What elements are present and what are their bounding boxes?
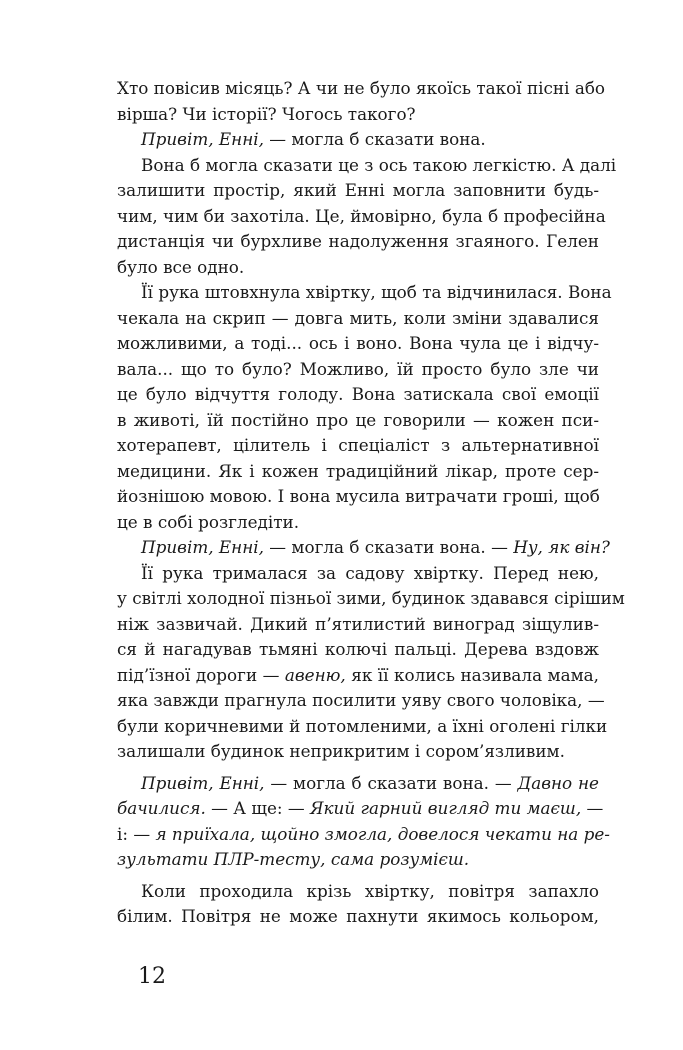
text-line — [117, 484, 599, 510]
text-span: були коричневими й потомленими, а їхні оголені гілки — [117, 715, 608, 736]
text-line — [117, 612, 599, 638]
text-line — [117, 76, 606, 102]
text-line — [117, 178, 599, 204]
text-line — [117, 714, 608, 740]
text-span: можливими, а тоді... ось і воно. Вона чула це і відчу- — [117, 333, 599, 353]
text-span: ся й нагадував тьмяні колючі пальці. Дерева вздовж — [117, 639, 599, 659]
text-span: як її колись називала мама, — [345, 664, 600, 685]
text-line — [117, 408, 599, 434]
text-line — [117, 535, 610, 561]
italic-span: авеню, — [284, 664, 346, 685]
text-span: хотерапевт, цілитель і спеціаліст з альтернативної — [117, 435, 599, 455]
text-span: Її рука штовхнула хвіртку, щоб та відчинилася. Вона — [141, 282, 612, 302]
text-span: залишали будинок неприкритим і сором’язливим. — [117, 741, 565, 761]
text-line — [117, 771, 599, 797]
text-span: — могла б сказати вона. — [263, 129, 486, 149]
text-span: — могла б сказати вона. — — [264, 772, 518, 793]
text-span: і: — — [117, 823, 156, 844]
text-span: це було відчуття голоду. Вона затискала свої емоції — [117, 384, 599, 404]
text-line — [117, 280, 612, 306]
text-span: йознішою мовою. І вона мусила витрачати гроші, щоб — [117, 486, 600, 506]
text-line — [117, 561, 599, 587]
text-line — [117, 739, 599, 765]
text-span: яка завжди прагнула посилити уяву свого чоловіка, — — [117, 690, 605, 710]
text-span: білим. Повітря не може пахнути якимось кольором, — [117, 906, 599, 926]
text-span: — А ще: — — [205, 798, 310, 818]
text-span: Хто повісив місяць? А чи не було якоїсь такої пісні або — [117, 78, 606, 98]
text-line — [117, 796, 604, 822]
text-line — [117, 688, 605, 714]
italic-span: Який гарний вигляд ти маєш, — [309, 798, 582, 818]
text-line — [117, 204, 606, 230]
text-line — [117, 306, 599, 332]
text-span: ніж зазвичай. Дикий п’ятилистий виноград зіщулив- — [117, 613, 599, 634]
text-line — [117, 904, 599, 930]
italic-span: Привіт, Енні, — [141, 537, 264, 557]
page-number: 12 — [138, 964, 166, 989]
text-line — [117, 255, 599, 281]
italic-span: зультати ПЛР-тесту, сама розумієш. — [117, 849, 470, 869]
text-span: чекала на скрип — довга мить, коли зміни здавалися — [117, 307, 599, 328]
text-span: вірша? Чи історії? Чогось такого? — [117, 103, 416, 124]
text-line — [117, 510, 599, 536]
text-span: у світлі холодної пізньої зими, будинок здавався сірішим — [117, 588, 625, 608]
text-span: це в собі розгледіти. — [117, 511, 300, 532]
text-line — [117, 229, 599, 255]
text-span: Коли проходила крізь хвіртку, повітря запахло — [141, 880, 599, 901]
text-line — [117, 357, 599, 383]
text-line — [117, 847, 599, 873]
text-span: — — [581, 798, 604, 818]
text-line — [117, 637, 599, 663]
italic-span: Привіт, Енні, — [141, 772, 265, 793]
text-span: медицини. Як і кожен традиційний лікар, проте сер- — [117, 460, 599, 481]
italic-span: Ну, як він? — [513, 537, 610, 557]
text-span: вала... що то було? Можливо, їй просто було зле чи — [117, 358, 599, 379]
text-span: під’їзної дороги — — [117, 664, 285, 685]
italic-span: Привіт, Енні, — [141, 129, 264, 149]
text-line — [117, 879, 599, 905]
text-span: дистанція чи бурхливе надолуження згаяного. Гелен — [117, 231, 599, 251]
italic-span: я приїхала, щойно змогла, довелося чекати на ре- — [155, 823, 610, 844]
text-line — [117, 331, 599, 357]
text-line — [117, 127, 599, 153]
italic-span: Давно не — [517, 772, 599, 793]
text-span: в животі, їй постійно про це говорили — кожен пси- — [117, 409, 599, 430]
text-line — [117, 459, 599, 485]
text-span: Її рука трималася за садову хвіртку. Перед нею, — [141, 562, 599, 583]
text-line — [117, 663, 599, 689]
text-span: Вона б могла сказати це з ось такою легкістю. А далі — [141, 154, 617, 175]
text-span: — могла б сказати вона. — — [263, 537, 514, 557]
italic-span: бачилися. — [117, 798, 206, 818]
text-span: чим, чим би захотіла. Це, ймовірно, була б професійна — [117, 205, 606, 226]
text-line — [117, 433, 599, 459]
body-text — [117, 76, 625, 930]
text-line — [117, 102, 599, 128]
text-span: було все одно. — [117, 256, 245, 277]
text-line — [117, 382, 599, 408]
text-span: залишити простір, який Енні могла заповнити будь- — [117, 180, 599, 200]
text-line — [117, 822, 610, 848]
text-line — [117, 153, 617, 179]
text-line — [117, 586, 625, 612]
